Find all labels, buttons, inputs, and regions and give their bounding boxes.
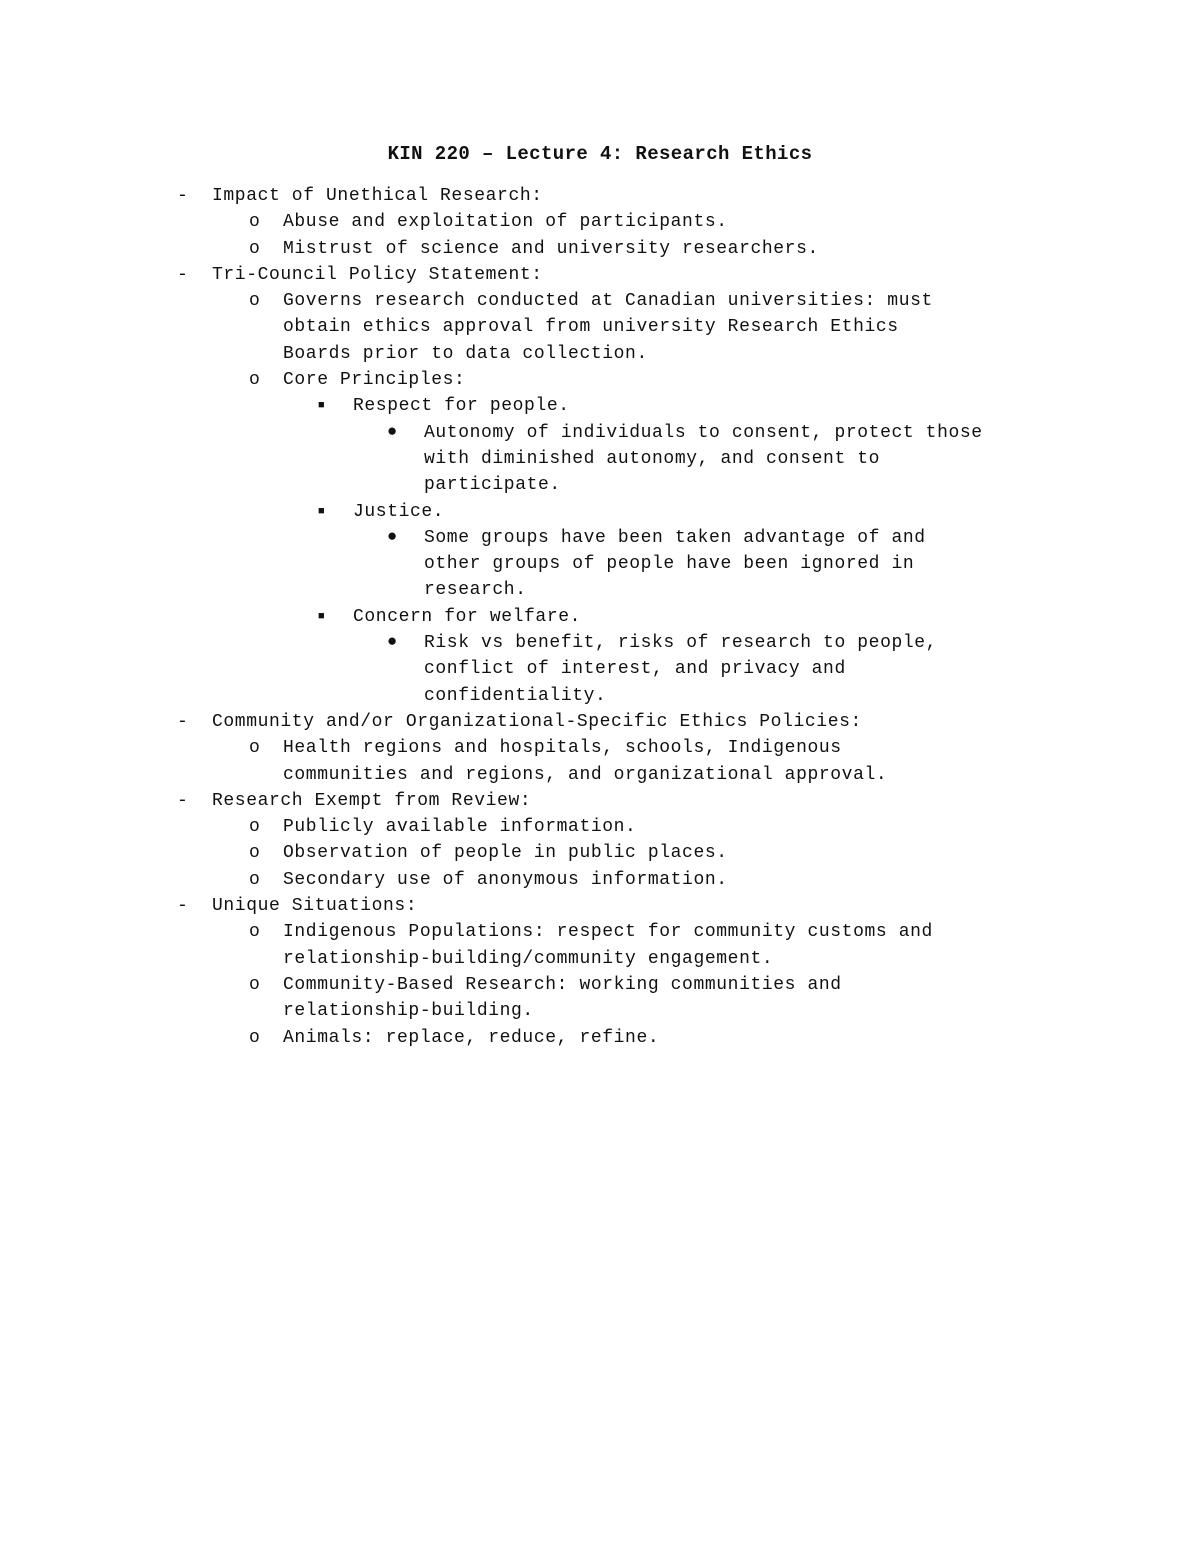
outline-line: [0, 341, 1200, 367]
outline-text: Tri-Council Policy Statement:: [212, 264, 543, 285]
outline-text: Publicly available information.: [283, 817, 637, 838]
outline-text: Risk vs benefit, risks of research to people,: [424, 633, 938, 654]
outline-text: Animals: replace, reduce, refine.: [283, 1027, 660, 1048]
outline-text: Autonomy of individuals to consent, protect those: [424, 422, 983, 443]
outline-line: [0, 314, 1200, 340]
outline-line: [0, 709, 1200, 735]
outline-line: [0, 472, 1200, 498]
outline-line: [0, 788, 1200, 814]
outline-line: [0, 446, 1200, 472]
outline-line: [0, 630, 1200, 656]
outline-text: Core Principles:: [283, 370, 466, 391]
circle-bullet-icon: o: [249, 370, 261, 391]
outline-text: communities and regions, and organizational approval.: [283, 764, 888, 785]
outline-line: [0, 867, 1200, 893]
outline-text: participate.: [424, 475, 561, 496]
outline-line: [0, 236, 1200, 262]
outline-text: obtain ethics approval from university Research Ethics: [283, 317, 899, 338]
outline-text: confidentiality.: [424, 685, 607, 706]
outline-text: Mistrust of science and university researchers.: [283, 238, 819, 259]
circle-bullet-icon: o: [249, 869, 261, 890]
outline-text: Some groups have been taken advantage of and: [424, 527, 926, 548]
outline-text: Research Exempt from Review:: [212, 790, 532, 811]
outline-text: Community and/or Organizational-Specific Ethics Policies:: [212, 711, 862, 732]
outline-text: Boards prior to data collection.: [283, 343, 648, 364]
outline-line: [0, 604, 1200, 630]
outline-text: Indigenous Populations: respect for community customs and: [283, 922, 933, 943]
outline-text: Health regions and hospitals, schools, Indigenous: [283, 738, 842, 759]
outline-line: [0, 577, 1200, 603]
dash-bullet-icon: -: [177, 790, 189, 811]
outline-line: [0, 393, 1200, 419]
outline-text: other groups of people have been ignored in: [424, 554, 915, 575]
dot-bullet-icon: ●: [387, 527, 398, 547]
outline-text: research.: [424, 580, 527, 601]
outline-line: [0, 762, 1200, 788]
outline-text: Concern for welfare.: [353, 606, 582, 627]
outline-text: Respect for people.: [353, 396, 570, 417]
outline-line: [0, 735, 1200, 761]
outline-line: [0, 893, 1200, 919]
outline-line: [0, 499, 1200, 525]
circle-bullet-icon: o: [249, 1027, 261, 1048]
outline-text: Unique Situations:: [212, 896, 418, 917]
outline-text: Observation of people in public places.: [283, 843, 728, 864]
square-bullet-icon: ■: [318, 505, 326, 518]
circle-bullet-icon: o: [249, 291, 261, 312]
dash-bullet-icon: -: [177, 264, 189, 285]
outline-line: [0, 972, 1200, 998]
outline-text: Community-Based Research: working communities and: [283, 974, 842, 995]
page-title: KIN 220 – Lecture 4: Research Ethics: [387, 143, 813, 165]
outline-line: [0, 814, 1200, 840]
dash-bullet-icon: -: [177, 896, 189, 917]
outline-text: Secondary use of anonymous information.: [283, 869, 728, 890]
circle-bullet-icon: o: [249, 974, 261, 995]
outline-line: [0, 420, 1200, 446]
square-bullet-icon: ■: [318, 610, 326, 623]
circle-bullet-icon: o: [249, 738, 261, 759]
outline-text: relationship-building/community engagement.: [283, 948, 774, 969]
dot-bullet-icon: ●: [387, 633, 398, 653]
outline-line: [0, 998, 1200, 1024]
outline-text: Abuse and exploitation of participants.: [283, 212, 728, 233]
lecture-outline: [0, 183, 1200, 1051]
outline-line: [0, 209, 1200, 235]
circle-bullet-icon: o: [249, 238, 261, 259]
outline-text: Justice.: [353, 501, 445, 522]
outline-line: [0, 919, 1200, 945]
outline-text: relationship-building.: [283, 1001, 534, 1022]
dash-bullet-icon: -: [177, 711, 189, 732]
outline-line: [0, 367, 1200, 393]
outline-text: Governs research conducted at Canadian universities: must: [283, 291, 933, 312]
outline-line: [0, 525, 1200, 551]
outline-line: [0, 288, 1200, 314]
outline-line: [0, 183, 1200, 209]
dash-bullet-icon: -: [177, 186, 189, 206]
outline-line: [0, 1025, 1200, 1051]
outline-line: [0, 683, 1200, 709]
outline-line: [0, 946, 1200, 972]
outline-line: [0, 840, 1200, 866]
outline-line: [0, 656, 1200, 682]
square-bullet-icon: ■: [318, 400, 326, 413]
outline-text: Impact of Unethical Research:: [212, 186, 543, 206]
circle-bullet-icon: o: [249, 922, 261, 943]
outline-line: [0, 551, 1200, 577]
circle-bullet-icon: o: [249, 817, 261, 838]
outline-line: [0, 262, 1200, 288]
circle-bullet-icon: o: [249, 212, 261, 233]
circle-bullet-icon: o: [249, 843, 261, 864]
outline-text: with diminished autonomy, and consent to: [424, 448, 881, 469]
dot-bullet-icon: ●: [387, 422, 398, 442]
outline-text: conflict of interest, and privacy and: [424, 659, 846, 680]
